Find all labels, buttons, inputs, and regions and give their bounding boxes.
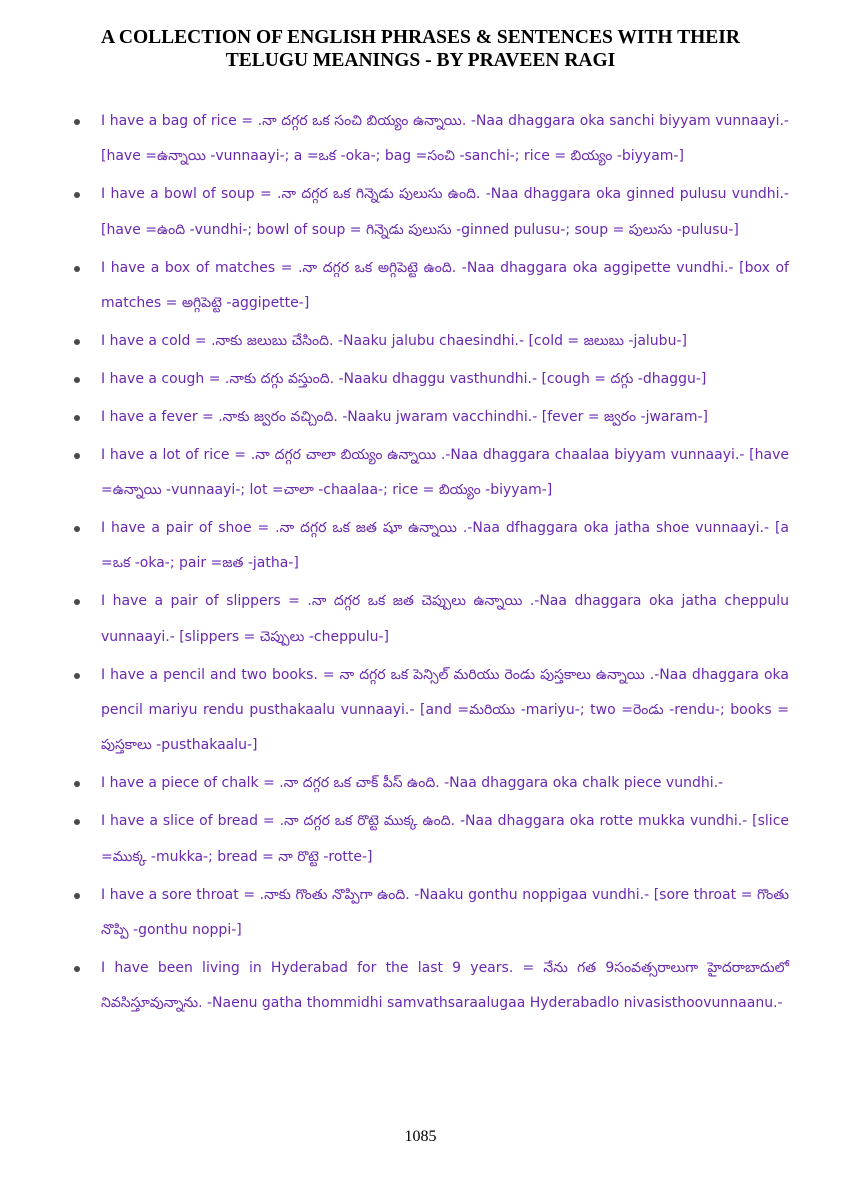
entry-text: I have a fever = .నాకు జ్వరం వచ్చింది. -Naaku jwaram vacchindhi.- [fever = జ్వరం -jwaram-] (101, 408, 708, 425)
entry-text: I have a pair of slippers = .నా దగ్గర ఒక జత చెప్పులు ఉన్నాయి .-Naa dhaggara oka jatha cheppulu vunnaayi.- [slippers = చెప్పులు -cheppulu-] (101, 593, 789, 645)
list-item (0, 438, 841, 509)
list-item (0, 362, 841, 397)
entry-text: I have a bag of rice = .నా దగ్గర ఒక సంచి బియ్యం ఉన్నాయి. -Naa dhaggara oka sanchi biyyam vunnaayi.- [have =ఉన్నాయి -vunnaayi-; a =ఒక -oka-; bag =సంచి -sanchi-; rice = బియ్యం -biyyam-] (101, 113, 789, 165)
list-item (0, 177, 841, 248)
entry-text: I have a pencil and two books. = నా దగ్గర ఒక పెన్సిల్ మరియు రెండు పుస్తకాలు ఉన్నాయి .-Naa dhaggara oka pencil mariyu rendu pusthakaalu vunnaayi.- [and =మరియు -mariyu-; two =రెండు -rendu-; books = పుస్తకాలు -pusthakaalu-] (101, 666, 789, 754)
bullet-icon (74, 781, 80, 787)
entry-text: I have a cough = .నాకు దగ్గు వస్తుంది. -Naaku dhaggu vasthundhi.- [cough = దగ్గు -dhaggu-] (101, 370, 707, 387)
bullet-icon (74, 339, 80, 345)
entry-text: I have a cold = .నాకు జలుబు చేసింది. -Naaku jalubu chaesindhi.- [cold = జలుబు -jalubu-] (101, 332, 687, 349)
title-line-1: A COLLECTION OF ENGLISH PHRASES & SENTENCES WITH THEIR (101, 27, 740, 48)
phrase-list (0, 104, 841, 1024)
entry-text: I have a lot of rice = .నా దగ్గర చాలా బియ్యం ఉన్నాయి .-Naa dhaggara chaalaa biyyam vunnaayi.- [have =ఉన్నాయి -vunnaayi-; lot =చాలా -chaalaa-; rice = బియ్యం -biyyam-] (101, 446, 789, 499)
bullet-icon (74, 119, 80, 125)
bullet-icon (74, 192, 80, 198)
entry-text: I have a box of matches = .నా దగ్గర ఒక అగ్గిపెట్టె ఉంది. -Naa dhaggara oka aggipette vundhi.- [box of matches = అగ్గిపెట్టె -aggipette-] (101, 259, 789, 312)
bullet-icon (74, 599, 80, 605)
entry-text: I have a piece of chalk = .నా దగ్గర ఒక చాక్ పీస్ ఉంది. -Naa dhaggara oka chalk piece vundhi.- (101, 775, 724, 792)
bullet-icon (74, 819, 80, 825)
bullet-icon (74, 673, 80, 679)
bullet-icon (74, 453, 80, 459)
list-item (0, 878, 841, 949)
entry-text: I have been living in Hyderabad for the last 9 years. = నేను గత 9సంవత్సరాలుగా హైదరాబాదులో నివసిస్తూవున్నాను. -Naenu gatha thommidhi samvathsaraalugaa Hyderabadlo nivasisthoovunnaanu.- (101, 959, 789, 1012)
bullet-icon (74, 415, 80, 421)
list-item (0, 400, 841, 435)
page-number: 1085 (404, 1128, 437, 1145)
entry-text: I have a bowl of soup = .నా దగ్గర ఒక గిన్నెడు పులుసు ఉంది. -Naa dhaggara oka ginned pulusu vundhi.- [have =ఉంది -vundhi-; bowl of soup = గిన్నెడు పులుసు -ginned pulusu-; soup = పులుసు -pulusu-] (101, 186, 789, 238)
bullet-icon (74, 893, 80, 899)
list-item (0, 804, 841, 875)
list-item (0, 766, 841, 801)
list-item (0, 104, 841, 175)
list-item (0, 511, 841, 582)
bullet-icon (74, 377, 80, 383)
list-item (0, 251, 841, 322)
list-item (0, 658, 841, 764)
entry-text: I have a sore throat = .నాకు గొంతు నొప్పిగా ఉంది. -Naaku gonthu noppigaa vundhi.- [sore throat = గొంతు నొప్పి -gonthu noppi-] (101, 886, 789, 938)
bullet-icon (74, 966, 80, 972)
page-title (40, 26, 801, 72)
list-item (0, 951, 841, 1022)
list-item (0, 324, 841, 359)
bullet-icon (74, 266, 80, 272)
entry-text: I have a pair of shoe = .నా దగ్గర ఒక జత షూ ఉన్నాయి .-Naa dfhaggara oka jatha shoe vunnaayi.- [a =ఒక -oka-; pair =జత -jatha-] (101, 519, 789, 572)
bullet-icon (74, 526, 80, 532)
entry-text: I have a slice of bread = .నా దగ్గర ఒక రొట్టె ముక్క ఉంది. -Naa dhaggara oka rotte mukka vundhi.- [slice =ముక్క -mukka-; bread = నా రొట్టె -rotte-] (101, 813, 789, 865)
title-line-2: TELUGU MEANINGS - BY PRAVEEN RAGI (225, 50, 616, 71)
list-item (0, 584, 841, 655)
